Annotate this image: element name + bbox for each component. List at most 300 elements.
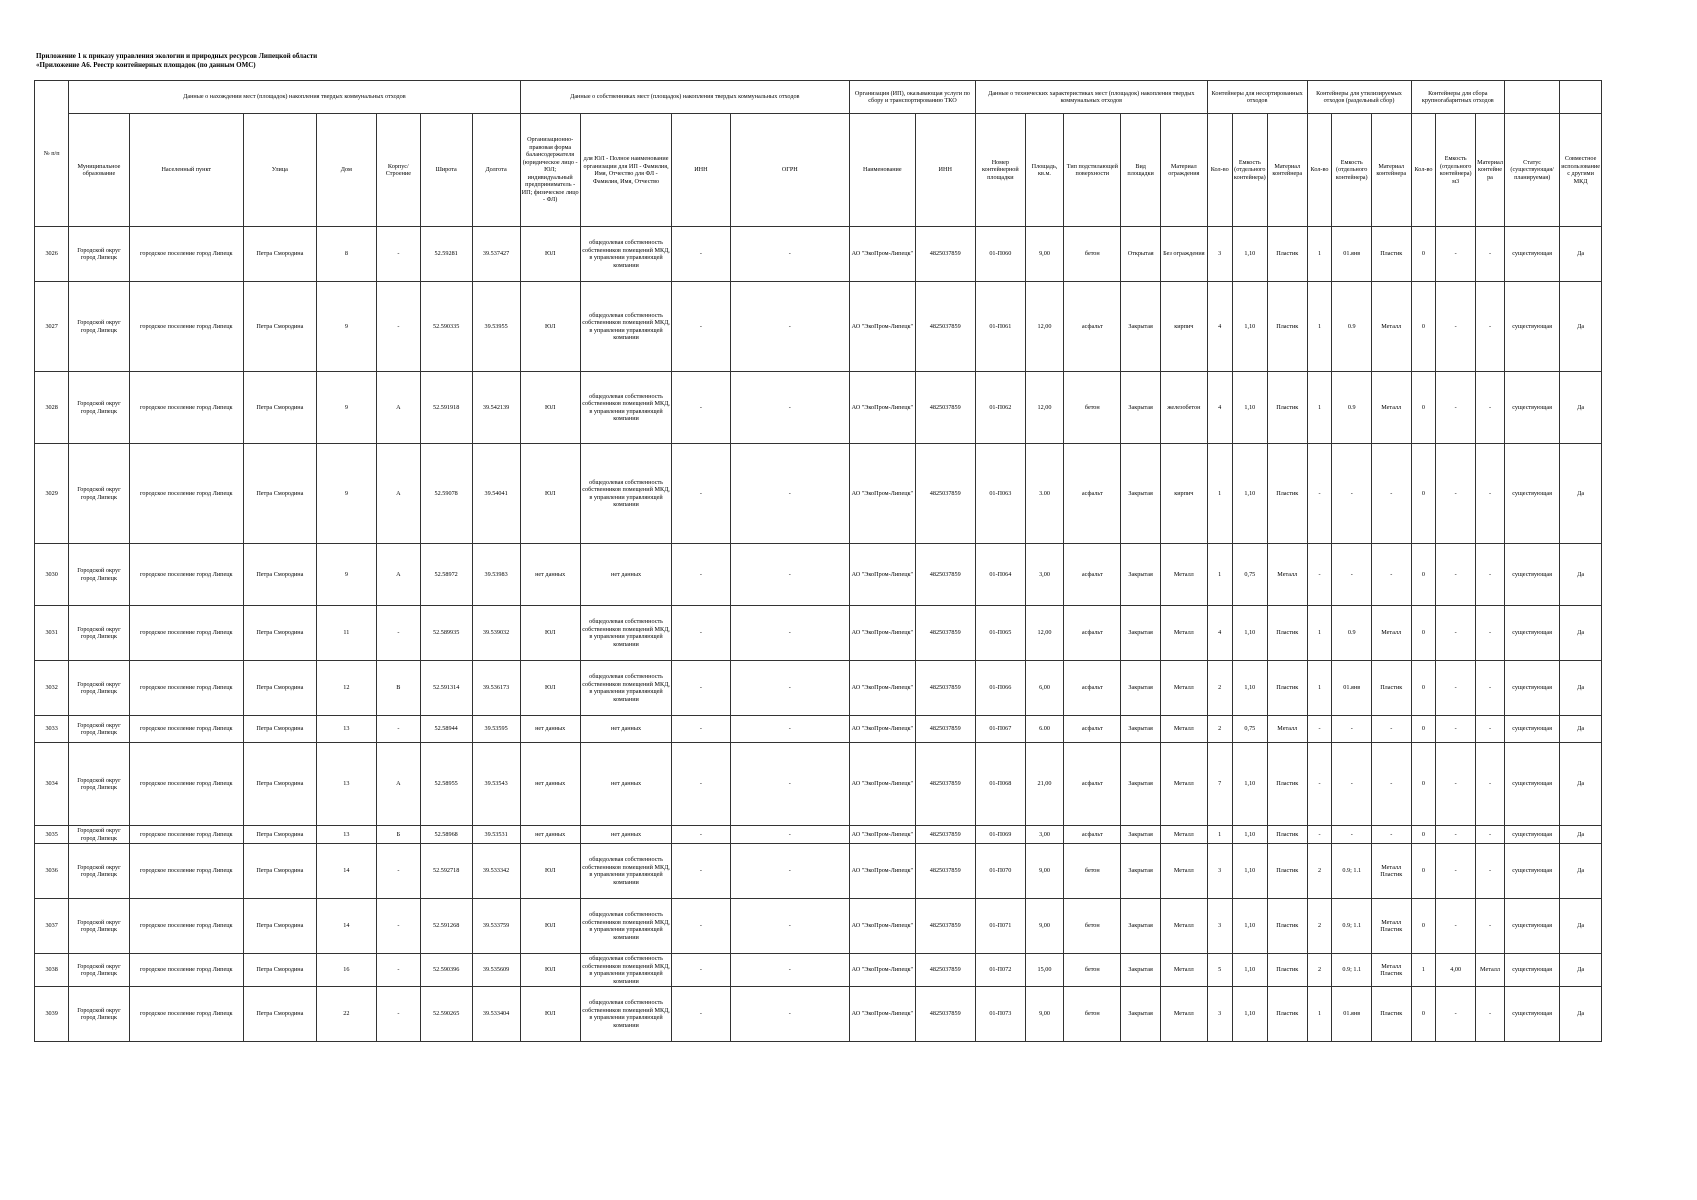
cell-ogrn: - <box>730 716 850 743</box>
cell-municipality: Городской округ город Липецк <box>69 661 129 716</box>
cell-street: Петра Смородина <box>243 282 316 372</box>
table-row <box>35 899 1602 954</box>
cell-lon: 39.533759 <box>472 899 520 954</box>
cell-lon: 39.53531 <box>472 826 520 844</box>
col-shared: Совместное использование с другими МКД <box>1560 114 1602 227</box>
cell-lon: 39.533342 <box>472 844 520 899</box>
cell-r-volume: 0.9; 1.1 <box>1332 954 1372 987</box>
cell-b-material: - <box>1475 826 1504 844</box>
cell-r-material: Металл <box>1371 606 1411 661</box>
cell-settlement: городское поселение город Липецк <box>129 282 243 372</box>
header-row-columns <box>35 114 1602 227</box>
col-surface: Тип подстилающей поверхности <box>1064 114 1121 227</box>
cell-owner-name: общедолевая собственность собственников помещений МКД, в управлении управляющей компании <box>580 444 671 544</box>
cell-building: В <box>377 661 421 716</box>
cell-site-no: 01-П071 <box>975 899 1025 954</box>
cell-b-volume: - <box>1436 987 1476 1042</box>
cell-org-name: АО "ЭкоПром-Липецк" <box>850 444 915 544</box>
cell-u-volume: 1,10 <box>1232 282 1267 372</box>
cell-site-no: 01-П061 <box>975 282 1025 372</box>
cell-u-count: 3 <box>1207 844 1232 899</box>
cell-lat: 52.59281 <box>420 227 472 282</box>
cell-site-no: 01-П070 <box>975 844 1025 899</box>
col-r-material: Материал контейнера <box>1371 114 1411 227</box>
cell-lon: 39.53983 <box>472 544 520 606</box>
cell-b-volume: - <box>1436 826 1476 844</box>
cell-legal-form: ЮЛ <box>520 227 580 282</box>
cell-municipality: Городской округ город Липецк <box>69 227 129 282</box>
group-org: Организация (ИП), оказывающая услуги по сбору и транспортированию ТКО <box>850 81 976 114</box>
cell-r-volume: - <box>1332 716 1372 743</box>
cell-u-volume: 0,75 <box>1232 544 1267 606</box>
cell-status: существующая <box>1505 227 1560 282</box>
cell-shared: Да <box>1560 372 1602 444</box>
cell-b-material: - <box>1475 899 1504 954</box>
table-row <box>35 227 1602 282</box>
cell-r-count: 1 <box>1307 227 1332 282</box>
cell-num: 3028 <box>35 372 69 444</box>
col-u-material: Материал контейнера <box>1268 114 1308 227</box>
cell-site-no: 01-П062 <box>975 372 1025 444</box>
cell-site-no: 01-П073 <box>975 987 1025 1042</box>
cell-org-inn: 4825037859 <box>915 743 975 826</box>
cell-owner-name: общедолевая собственность собственников помещений МКД, в управлении управляющей компании <box>580 987 671 1042</box>
cell-site-no: 01-П060 <box>975 227 1025 282</box>
cell-b-material: - <box>1475 544 1504 606</box>
group-location: Данные о нахождении мест (площадок) накопления твердых коммунальных отходов <box>69 81 520 114</box>
col-site-no: Номер контейнерной площадки <box>975 114 1025 227</box>
cell-fence: Металл <box>1160 716 1207 743</box>
cell-r-volume: - <box>1332 444 1372 544</box>
cell-org-inn: 4825037859 <box>915 661 975 716</box>
cell-shared: Да <box>1560 544 1602 606</box>
col-legal-form: Организационно-правовая форма балансодержателя (юридическое лицо - ЮЛ; индивидуальный предприниматель - ИП; физическое лицо - ФЛ) <box>520 114 580 227</box>
table-body <box>35 227 1602 1042</box>
cell-street: Петра Смородина <box>243 716 316 743</box>
cell-org-inn: 4825037859 <box>915 372 975 444</box>
cell-area: 3,00 <box>1025 544 1063 606</box>
cell-municipality: Городской округ город Липецк <box>69 544 129 606</box>
cell-status: существующая <box>1505 544 1560 606</box>
table-row <box>35 372 1602 444</box>
cell-u-material: Металл <box>1268 716 1308 743</box>
document-title <box>36 52 317 70</box>
cell-ogrn: - <box>730 826 850 844</box>
cell-house: 8 <box>316 227 376 282</box>
cell-ogrn: - <box>730 954 850 987</box>
cell-org-name: АО "ЭкоПром-Липецк" <box>850 282 915 372</box>
cell-area: 6,00 <box>1025 661 1063 716</box>
cell-fence: Без ограждения <box>1160 227 1207 282</box>
cell-municipality: Городской округ город Липецк <box>69 716 129 743</box>
table-row <box>35 987 1602 1042</box>
cell-ogrn: - <box>730 743 850 826</box>
cell-street: Петра Смородина <box>243 544 316 606</box>
cell-b-material: - <box>1475 987 1504 1042</box>
cell-street: Петра Смородина <box>243 899 316 954</box>
cell-lat: 52.58944 <box>420 716 472 743</box>
cell-org-inn: 4825037859 <box>915 606 975 661</box>
cell-fence: Металл <box>1160 743 1207 826</box>
cell-site-type: Закрытая <box>1121 987 1161 1042</box>
cell-r-count: 2 <box>1307 844 1332 899</box>
cell-ogrn: - <box>730 606 850 661</box>
cell-legal-form: нет данных <box>520 544 580 606</box>
cell-org-name: АО "ЭкоПром-Липецк" <box>850 716 915 743</box>
cell-status: существующая <box>1505 826 1560 844</box>
cell-b-volume: - <box>1436 372 1476 444</box>
cell-status: существующая <box>1505 606 1560 661</box>
col-owner-name: для ЮЛ - Полное наименование организации для ИП - Фамилия, Имя, Отчество для ФЛ - Фамилия, Имя, Отчество <box>580 114 671 227</box>
cell-r-volume: 01.янв <box>1332 661 1372 716</box>
cell-site-type: Закрытая <box>1121 544 1161 606</box>
cell-area: 12,00 <box>1025 372 1063 444</box>
cell-site-type: Закрытая <box>1121 844 1161 899</box>
cell-org-name: АО "ЭкоПром-Липецк" <box>850 544 915 606</box>
cell-house: 13 <box>316 826 376 844</box>
cell-legal-form: ЮЛ <box>520 282 580 372</box>
table-row <box>35 544 1602 606</box>
cell-num: 3027 <box>35 282 69 372</box>
cell-num: 3035 <box>35 826 69 844</box>
cell-street: Петра Смородина <box>243 743 316 826</box>
cell-area: 9,00 <box>1025 227 1063 282</box>
cell-fence: Металл <box>1160 661 1207 716</box>
col-inn: ИНН <box>672 114 730 227</box>
cell-u-volume: 1,10 <box>1232 954 1267 987</box>
cell-r-count: 2 <box>1307 954 1332 987</box>
cell-inn: - <box>672 987 730 1042</box>
col-area: Площадь, кв.м. <box>1025 114 1063 227</box>
group-unsorted: Контейнеры для несортированных отходов <box>1207 81 1307 114</box>
cell-surface: асфальт <box>1064 826 1121 844</box>
table-header <box>35 81 1602 227</box>
cell-building: - <box>377 844 421 899</box>
cell-lon: 39.539032 <box>472 606 520 661</box>
cell-b-volume: - <box>1436 444 1476 544</box>
cell-site-type: Закрытая <box>1121 743 1161 826</box>
cell-legal-form: нет данных <box>520 826 580 844</box>
cell-ogrn: - <box>730 444 850 544</box>
cell-status: существующая <box>1505 954 1560 987</box>
cell-u-count: 5 <box>1207 954 1232 987</box>
cell-fence: Металл <box>1160 606 1207 661</box>
cell-settlement: городское поселение город Липецк <box>129 844 243 899</box>
cell-ogrn: - <box>730 282 850 372</box>
cell-site-type: Закрытая <box>1121 826 1161 844</box>
cell-inn: - <box>672 444 730 544</box>
cell-b-volume: - <box>1436 716 1476 743</box>
cell-legal-form: ЮЛ <box>520 372 580 444</box>
cell-building: Б <box>377 826 421 844</box>
cell-fence: кирпич <box>1160 282 1207 372</box>
col-org-inn: ИНН <box>915 114 975 227</box>
cell-shared: Да <box>1560 661 1602 716</box>
cell-num: 3036 <box>35 844 69 899</box>
cell-r-volume: - <box>1332 544 1372 606</box>
cell-building: - <box>377 227 421 282</box>
cell-b-count: 0 <box>1411 826 1436 844</box>
cell-house: 14 <box>316 844 376 899</box>
cell-r-material: - <box>1371 544 1411 606</box>
cell-house: 12 <box>316 661 376 716</box>
cell-house: 9 <box>316 282 376 372</box>
cell-r-count: - <box>1307 716 1332 743</box>
cell-r-count: 1 <box>1307 987 1332 1042</box>
cell-ogrn: - <box>730 987 850 1042</box>
cell-site-no: 01-П067 <box>975 716 1025 743</box>
cell-r-count: - <box>1307 444 1332 544</box>
cell-u-count: 3 <box>1207 987 1232 1042</box>
cell-r-count: - <box>1307 544 1332 606</box>
cell-settlement: городское поселение город Липецк <box>129 661 243 716</box>
cell-b-material: - <box>1475 716 1504 743</box>
cell-owner-name: общедолевая собственность собственников помещений МКД, в управлении управляющей компании <box>580 282 671 372</box>
registry-table <box>34 80 1602 1042</box>
col-r-count: Кол-во <box>1307 114 1332 227</box>
cell-u-count: 1 <box>1207 544 1232 606</box>
cell-r-count: 1 <box>1307 372 1332 444</box>
cell-u-material: Пластик <box>1268 899 1308 954</box>
cell-org-inn: 4825037859 <box>915 282 975 372</box>
cell-r-material: Металл <box>1371 372 1411 444</box>
cell-shared: Да <box>1560 606 1602 661</box>
cell-site-no: 01-П069 <box>975 826 1025 844</box>
cell-num: 3026 <box>35 227 69 282</box>
cell-r-material: Металл Пластик <box>1371 954 1411 987</box>
cell-house: 9 <box>316 444 376 544</box>
cell-house: 9 <box>316 372 376 444</box>
cell-b-material: - <box>1475 282 1504 372</box>
cell-u-count: 1 <box>1207 826 1232 844</box>
col-street: Улица <box>243 114 316 227</box>
cell-lat: 52.591268 <box>420 899 472 954</box>
cell-status: существующая <box>1505 899 1560 954</box>
cell-num: 3037 <box>35 899 69 954</box>
cell-building: А <box>377 372 421 444</box>
cell-surface: бетон <box>1064 987 1121 1042</box>
cell-site-type: Открытая <box>1121 227 1161 282</box>
cell-settlement: городское поселение город Липецк <box>129 716 243 743</box>
cell-building: - <box>377 606 421 661</box>
cell-lat: 52.589935 <box>420 606 472 661</box>
cell-status: существующая <box>1505 372 1560 444</box>
cell-b-count: 0 <box>1411 227 1436 282</box>
cell-u-material: Пластик <box>1268 954 1308 987</box>
cell-r-count: 2 <box>1307 899 1332 954</box>
cell-status: существующая <box>1505 987 1560 1042</box>
cell-legal-form: ЮЛ <box>520 954 580 987</box>
cell-r-material: - <box>1371 444 1411 544</box>
cell-area: 9,00 <box>1025 899 1063 954</box>
cell-inn: - <box>672 716 730 743</box>
cell-b-material: - <box>1475 844 1504 899</box>
cell-inn: - <box>672 743 730 826</box>
cell-owner-name: общедолевая собственность собственников помещений МКД, в управлении управляющей компании <box>582 955 670 985</box>
cell-u-material: Металл <box>1268 544 1308 606</box>
col-r-volume: Емкость (отдельного контейнера) <box>1332 114 1372 227</box>
table-row <box>35 661 1602 716</box>
cell-fence: Металл <box>1160 844 1207 899</box>
cell-surface: асфальт <box>1064 661 1121 716</box>
cell-u-count: 3 <box>1207 899 1232 954</box>
cell-house: 11 <box>316 606 376 661</box>
cell-lat: 52.59078 <box>420 444 472 544</box>
cell-lat: 52.590335 <box>420 282 472 372</box>
cell-r-count: 1 <box>1307 606 1332 661</box>
cell-status: существующая <box>1505 743 1560 826</box>
cell-u-material: Пластик <box>1268 444 1308 544</box>
cell-site-no: 01-П065 <box>975 606 1025 661</box>
cell-site-no: 01-П063 <box>975 444 1025 544</box>
col-building: Корпус/Строение <box>377 114 421 227</box>
cell-shared: Да <box>1560 282 1602 372</box>
col-u-volume: Емкость (отдельного контейнера) <box>1232 114 1267 227</box>
cell-u-volume: 1,10 <box>1232 606 1267 661</box>
cell-lat: 52.58972 <box>420 544 472 606</box>
cell-u-material: Пластик <box>1268 227 1308 282</box>
cell-settlement: городское поселение город Липецк <box>129 987 243 1042</box>
col-org-name: Наименование <box>850 114 915 227</box>
group-bulky: Контейнеры для сбора крупногабаритных отходов <box>1411 81 1505 114</box>
cell-shared: Да <box>1560 227 1602 282</box>
cell-r-material: Пластик <box>1371 227 1411 282</box>
cell-settlement: городское поселение город Липецк <box>129 372 243 444</box>
cell-shared: Да <box>1560 826 1602 844</box>
cell-b-count: 0 <box>1411 372 1436 444</box>
cell-street: Петра Смородина <box>243 987 316 1042</box>
cell-r-count: - <box>1307 743 1332 826</box>
cell-inn: - <box>672 372 730 444</box>
cell-status: существующая <box>1505 282 1560 372</box>
cell-b-material: - <box>1475 372 1504 444</box>
col-status: Статус (существующая/планируемая) <box>1505 114 1560 227</box>
cell-lon: 39.537427 <box>472 227 520 282</box>
cell-u-volume: 1,10 <box>1232 372 1267 444</box>
cell-b-volume: - <box>1436 227 1476 282</box>
cell-surface: асфальт <box>1064 606 1121 661</box>
cell-owner-name: нет данных <box>580 544 671 606</box>
cell-surface: бетон <box>1064 372 1121 444</box>
cell-r-volume: 01.янв <box>1332 227 1372 282</box>
cell-settlement: городское поселение город Липецк <box>129 899 243 954</box>
cell-surface: асфальт <box>1064 282 1121 372</box>
cell-b-count: 0 <box>1411 444 1436 544</box>
cell-legal-form: ЮЛ <box>520 606 580 661</box>
table-row <box>35 954 1602 987</box>
table-row <box>35 844 1602 899</box>
cell-org-name: АО "ЭкоПром-Липецк" <box>850 743 915 826</box>
cell-r-volume: 0.9 <box>1332 606 1372 661</box>
cell-lon: 39.53595 <box>472 716 520 743</box>
cell-b-count: 0 <box>1411 743 1436 826</box>
cell-surface: асфальт <box>1064 544 1121 606</box>
cell-surface: бетон <box>1064 844 1121 899</box>
cell-legal-form: нет данных <box>520 743 580 826</box>
cell-house: 9 <box>316 544 376 606</box>
cell-inn: - <box>672 227 730 282</box>
cell-municipality: Городской округ город Липецк <box>69 899 129 954</box>
cell-r-material: - <box>1371 826 1411 844</box>
cell-u-volume: 1,10 <box>1232 987 1267 1042</box>
col-site-type: Вид площадки <box>1121 114 1161 227</box>
cell-org-inn: 4825037859 <box>915 544 975 606</box>
col-fence: Материал ограждения <box>1160 114 1207 227</box>
cell-shared: Да <box>1560 444 1602 544</box>
cell-ogrn: - <box>730 372 850 444</box>
cell-u-count: 7 <box>1207 743 1232 826</box>
cell-area: 9,00 <box>1025 844 1063 899</box>
cell-street: Петра Смородина <box>243 372 316 444</box>
cell-r-material: Металл <box>1371 282 1411 372</box>
group-empty-status <box>1505 81 1560 114</box>
cell-u-volume: 1,10 <box>1232 826 1267 844</box>
cell-surface: бетон <box>1064 227 1121 282</box>
cell-num: 3038 <box>35 954 69 987</box>
cell-house: 13 <box>316 743 376 826</box>
title-line-1: Приложение 1 к приказу управления экологии и природных ресурсов Липецкой области <box>36 52 318 60</box>
cell-fence: Металл <box>1160 544 1207 606</box>
cell-area: 21,00 <box>1025 743 1063 826</box>
group-recycled: Контейнеры для утилизируемых отходов (раздельный сбор) <box>1307 81 1411 114</box>
cell-r-material: Металл Пластик <box>1371 844 1411 899</box>
cell-b-material: - <box>1475 444 1504 544</box>
cell-r-material: Пластик <box>1371 661 1411 716</box>
cell-legal-form: ЮЛ <box>520 661 580 716</box>
cell-b-volume: - <box>1436 606 1476 661</box>
cell-lat: 52.58955 <box>420 743 472 826</box>
cell-u-volume: 1,10 <box>1232 661 1267 716</box>
table-row <box>35 826 1602 844</box>
cell-num: 3031 <box>35 606 69 661</box>
cell-b-count: 0 <box>1411 606 1436 661</box>
cell-lat: 52.58968 <box>420 826 472 844</box>
cell-site-type: Закрытая <box>1121 606 1161 661</box>
cell-municipality: Городской округ город Липецк <box>69 743 129 826</box>
cell-owner-name: нет данных <box>580 716 671 743</box>
cell-building: - <box>377 282 421 372</box>
cell-street: Петра Смородина <box>243 227 316 282</box>
cell-owner-name: общедолевая собственность собственников помещений МКД, в управлении управляющей компании <box>580 372 671 444</box>
cell-org-inn: 4825037859 <box>915 716 975 743</box>
cell-shared: Да <box>1560 716 1602 743</box>
cell-municipality: Городской округ город Липецк <box>69 954 129 987</box>
cell-ogrn: - <box>730 661 850 716</box>
cell-site-type: Закрытая <box>1121 444 1161 544</box>
cell-surface: бетон <box>1064 954 1121 987</box>
cell-owner-name: общедолевая собственность собственников помещений МКД, в управлении управляющей компании <box>580 606 671 661</box>
cell-inn: - <box>672 544 730 606</box>
cell-site-type: Закрытая <box>1121 661 1161 716</box>
cell-street: Петра Смородина <box>243 844 316 899</box>
cell-settlement: городское поселение город Липецк <box>129 227 243 282</box>
cell-b-volume: - <box>1436 282 1476 372</box>
group-tech: Данные о технических характеристиках мест (площадок) накопления твердых коммунальных отходов <box>975 81 1207 114</box>
cell-legal-form: ЮЛ <box>520 444 580 544</box>
cell-u-volume: 1,10 <box>1232 844 1267 899</box>
cell-u-count: 4 <box>1207 372 1232 444</box>
cell-u-material: Пластик <box>1268 987 1308 1042</box>
cell-ogrn: - <box>730 899 850 954</box>
col-municipality: Муниципальное образование <box>69 114 129 227</box>
cell-lat: 52.592718 <box>420 844 472 899</box>
cell-org-inn: 4825037859 <box>915 954 975 987</box>
cell-org-name: АО "ЭкоПром-Липецк" <box>850 826 915 844</box>
cell-settlement: городское поселение город Липецк <box>129 954 243 987</box>
cell-area: 12,00 <box>1025 282 1063 372</box>
cell-municipality: Городской округ город Липецк <box>69 606 129 661</box>
cell-org-inn: 4825037859 <box>915 844 975 899</box>
